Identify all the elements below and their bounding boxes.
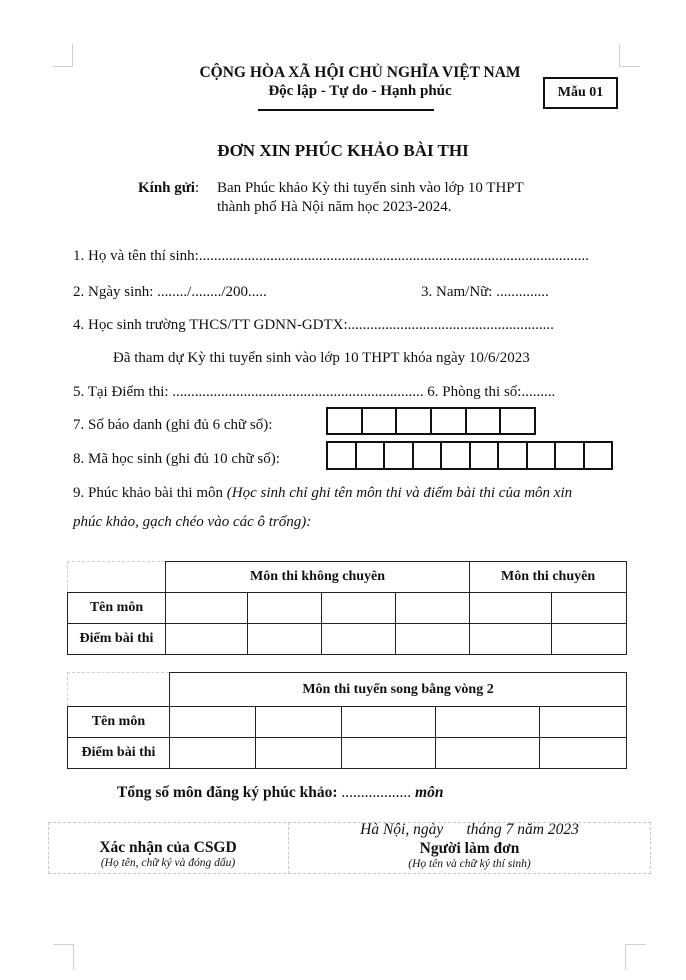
subject-cell[interactable] xyxy=(170,707,256,738)
subjects-instruction xyxy=(73,485,572,502)
crop-mark-bottom-right xyxy=(625,944,646,945)
motto-underline xyxy=(258,109,434,111)
digit-box[interactable] xyxy=(556,443,585,468)
subject-cell[interactable] xyxy=(470,593,552,624)
score-cell[interactable] xyxy=(248,624,322,655)
row-label-subject: Tên môn xyxy=(68,707,170,738)
subject-cell[interactable] xyxy=(540,707,627,738)
subject-cell[interactable] xyxy=(342,707,436,738)
applicant-title: Người làm đơn xyxy=(419,840,520,857)
digit-box[interactable] xyxy=(432,409,467,433)
school-confirmation-note: (Họ tên, chữ ký và đóng dấu) xyxy=(100,857,236,869)
table-corner-cell xyxy=(68,562,166,593)
total-unit: môn xyxy=(415,784,444,801)
subject-cell[interactable] xyxy=(396,593,470,624)
total-dots: .................. xyxy=(341,784,412,801)
score-cell[interactable] xyxy=(322,624,396,655)
digit-box[interactable] xyxy=(363,409,398,433)
header-specialized: Môn thi chuyên xyxy=(470,562,627,593)
field-date-of-birth[interactable]: 2. Ngày sinh: ......../......../200..... xyxy=(73,284,267,300)
recipient-colon: : xyxy=(194,180,200,196)
digit-box[interactable] xyxy=(357,443,386,468)
row-label-score: Điểm bài thi xyxy=(68,624,166,655)
score-cell[interactable] xyxy=(170,738,256,769)
digit-box[interactable] xyxy=(528,443,557,468)
header-non-specialized: Môn thi không chuyên xyxy=(166,562,470,593)
field-full-name[interactable]: 1. Họ và tên thí sinh:........................................................................................................ xyxy=(73,248,589,264)
student-code-label: 8. Mã học sinh (ghi đủ 10 chữ số): xyxy=(73,451,280,467)
subject-cell[interactable] xyxy=(436,707,540,738)
row-label-score: Điểm bài thi xyxy=(68,738,170,769)
total-subjects[interactable] xyxy=(117,784,443,802)
recipient-line-1: Ban Phúc khảo Kỳ thi tuyển sinh vào lớp 10 THPT xyxy=(217,180,524,196)
total-label: Tổng số môn đăng ký phúc khảo: xyxy=(117,784,338,801)
crop-mark-top-left xyxy=(53,66,73,67)
subjects-table-round1 xyxy=(67,561,627,655)
student-code-boxes[interactable] xyxy=(326,441,613,470)
digit-box[interactable] xyxy=(328,443,357,468)
header-round2: Môn thi tuyển song bằng vòng 2 xyxy=(170,673,627,707)
attended-statement: Đã tham dự Kỳ thi tuyển sinh vào lớp 10 THPT khóa ngày 10/6/2023 xyxy=(113,350,530,366)
crop-mark-bottom-left xyxy=(73,944,74,970)
field-gender[interactable]: 3. Nam/Nữ: .............. xyxy=(421,284,549,300)
subjects-intro: 9. Phúc khảo bài thi môn xyxy=(73,485,223,501)
subject-cell[interactable] xyxy=(552,593,627,624)
digit-box[interactable] xyxy=(328,409,363,433)
score-cell[interactable] xyxy=(342,738,436,769)
subject-cell[interactable] xyxy=(166,593,248,624)
recipient-label xyxy=(138,180,199,197)
recipient-label-text: Kính gửi xyxy=(138,180,195,196)
subject-cell[interactable] xyxy=(248,593,322,624)
digit-box[interactable] xyxy=(499,443,528,468)
school-confirmation-title: Xác nhận của CSGD xyxy=(99,839,237,856)
applicant-note: (Họ tên và chữ ký thí sinh) xyxy=(408,858,531,870)
score-cell[interactable] xyxy=(256,738,342,769)
subject-cell[interactable] xyxy=(256,707,342,738)
motto-heading: Độc lập - Tự do - Hạnh phúc xyxy=(268,83,452,99)
candidate-number-boxes[interactable] xyxy=(326,407,536,435)
score-cell[interactable] xyxy=(540,738,627,769)
crop-mark-top-left xyxy=(72,44,73,67)
nation-heading: CỘNG HÒA XÃ HỘI CHỦ NGHĨA VIỆT NAM xyxy=(199,64,521,81)
subjects-table-round2 xyxy=(67,672,627,769)
crop-mark-bottom-right xyxy=(625,944,626,970)
place-date: Hà Nội, ngày tháng 7 năm 2023 xyxy=(360,821,579,838)
subjects-note-1: (Học sinh chỉ ghi tên môn thi và điểm bài thi của môn xin xyxy=(226,485,573,501)
crop-mark-top-right xyxy=(619,44,620,67)
crop-mark-top-right xyxy=(619,66,640,67)
document-title: ĐƠN XIN PHÚC KHẢO BÀI THI xyxy=(217,141,469,160)
score-cell[interactable] xyxy=(396,624,470,655)
digit-box[interactable] xyxy=(471,443,500,468)
score-cell[interactable] xyxy=(166,624,248,655)
digit-box[interactable] xyxy=(585,443,612,468)
digit-box[interactable] xyxy=(397,409,432,433)
field-school[interactable]: 4. Học sinh trường THCS/TT GDNN-GDTX:....................................................... xyxy=(73,317,554,333)
table-corner-cell xyxy=(68,673,170,707)
subject-cell[interactable] xyxy=(322,593,396,624)
digit-box[interactable] xyxy=(501,409,534,433)
field-venue-room[interactable]: 5. Tại Điểm thi: ................................................................... 6. Phòng thi số:......... xyxy=(73,384,556,400)
score-cell[interactable] xyxy=(470,624,552,655)
recipient-line-2: thành phố Hà Nội năm học 2023-2024. xyxy=(217,199,452,215)
score-cell[interactable] xyxy=(436,738,540,769)
digit-box[interactable] xyxy=(385,443,414,468)
crop-mark-bottom-left xyxy=(53,944,73,945)
digit-box[interactable] xyxy=(442,443,471,468)
form-code-badge: Mẫu 01 xyxy=(543,77,618,109)
digit-box[interactable] xyxy=(467,409,502,433)
candidate-number-label: 7. Số báo danh (ghi đủ 6 chữ số): xyxy=(73,417,273,433)
score-cell[interactable] xyxy=(552,624,627,655)
digit-box[interactable] xyxy=(414,443,443,468)
subjects-note-2: phúc khảo, gạch chéo vào các ô trống): xyxy=(73,514,312,530)
row-label-subject: Tên môn xyxy=(68,593,166,624)
